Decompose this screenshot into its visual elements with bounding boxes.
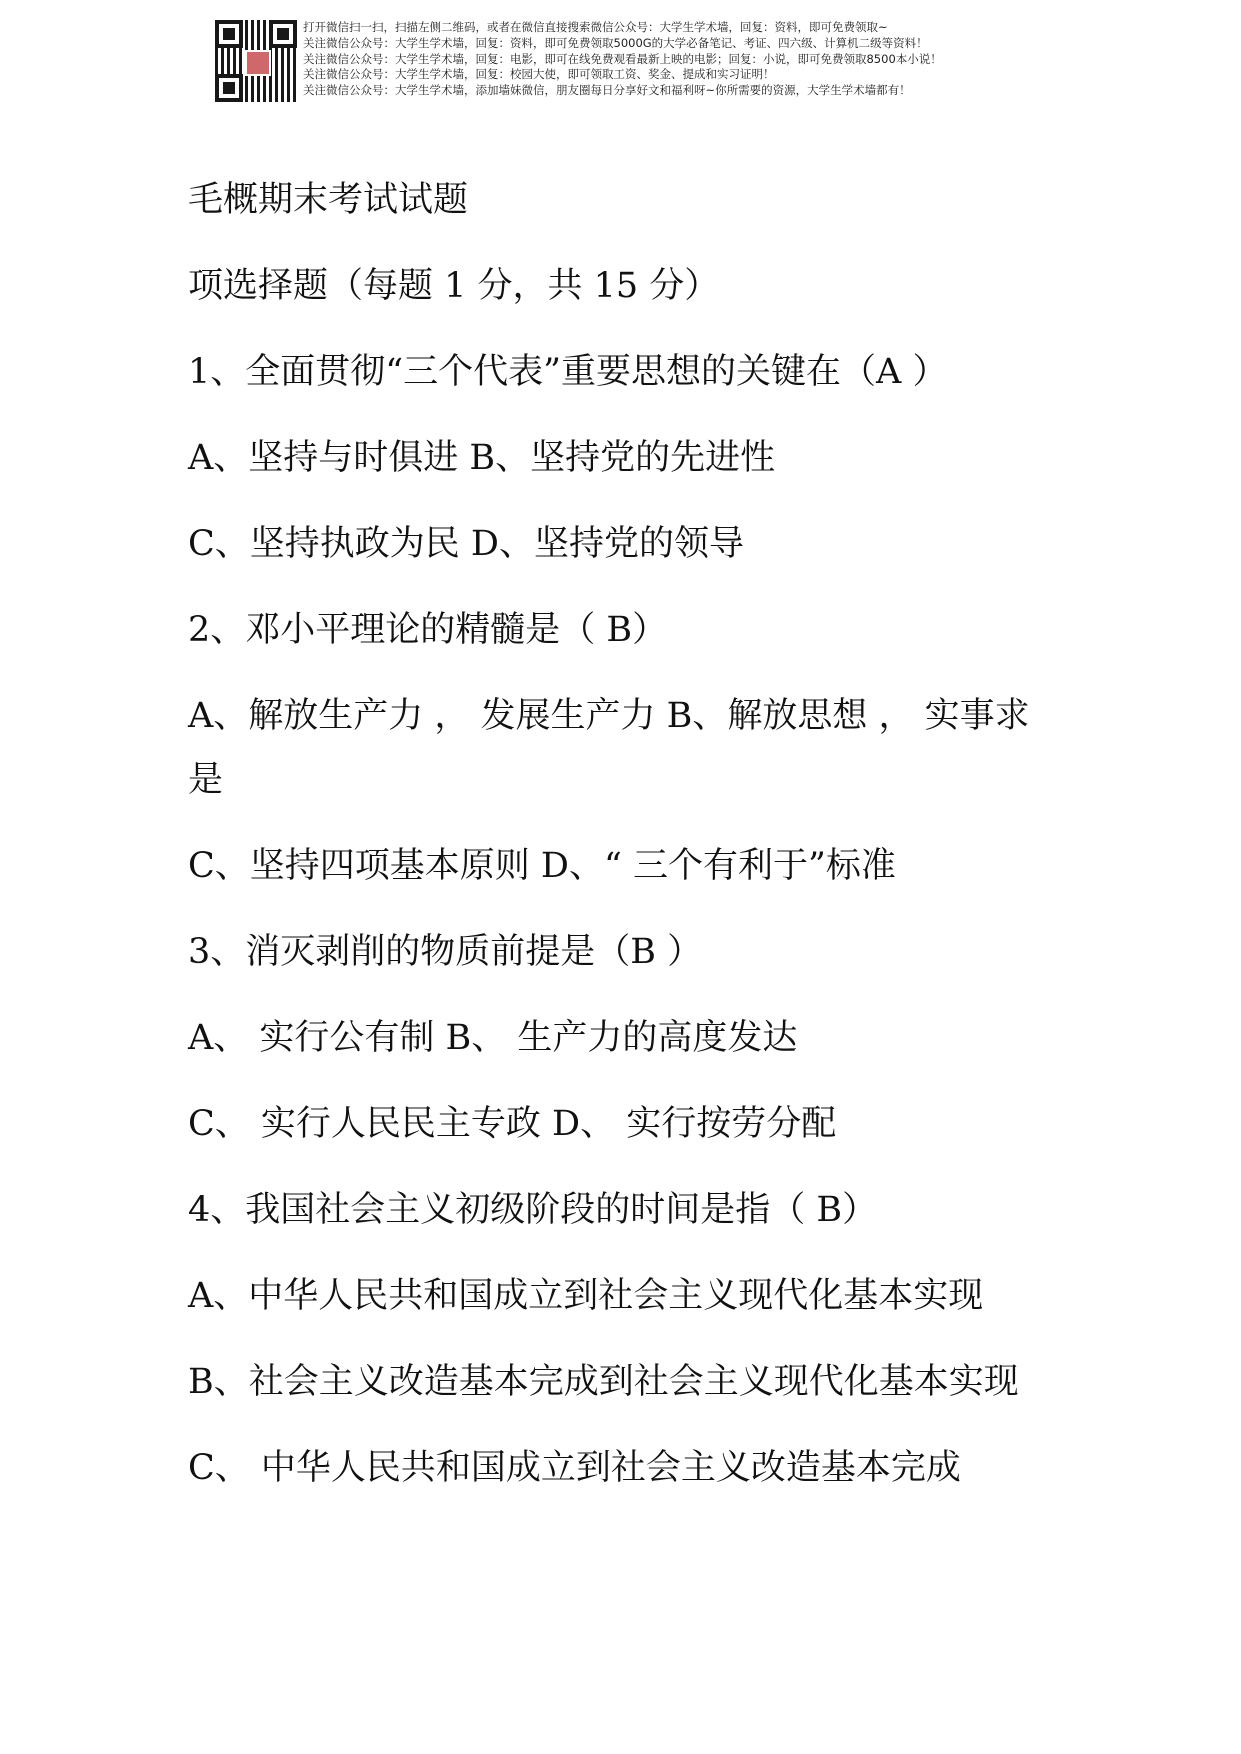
- option-line: C、坚持执政为民 D、坚持党的领导: [188, 524, 744, 564]
- option-line: C、坚持四项基本原则 D、“ 三个有利于”标准: [188, 846, 896, 886]
- option-line: A、解放生产力 ， 发展生产力 B、解放思想 ， 实事求是: [188, 696, 1030, 800]
- qr-finder-icon: [269, 20, 297, 48]
- qr-code-icon: [215, 20, 297, 102]
- section-heading: 项选择题（每题 1 分，共 15 分）: [188, 266, 720, 306]
- question-2: 2、邓小平理论的精髓是（ B）: [188, 610, 668, 650]
- banner-text: [303, 20, 942, 99]
- option-line: C、 中华人民共和国成立到社会主义改造基本完成: [188, 1448, 961, 1488]
- banner-line: 关注微信公众号：大学生学术墙，添加墙妹微信，朋友圈每日分享好文和福利呀~你所需要的资源，大学生学术墙都有！: [303, 83, 911, 98]
- document-title: 毛概期末考试试题: [188, 180, 469, 220]
- qr-finder-icon: [215, 20, 243, 48]
- banner-line: 关注微信公众号：大学生学术墙，回复：校园大使，即可领取工资、奖金、提成和实习证明！: [303, 67, 775, 82]
- promo-banner: [215, 20, 942, 102]
- option-line: A、 实行公有制 B、 生产力的高度发达: [188, 1018, 798, 1058]
- option-line: A、中华人民共和国成立到社会主义现代化基本实现: [188, 1276, 984, 1316]
- option-line: A、坚持与时俱进 B、坚持党的先进性: [188, 438, 776, 478]
- question-4: 4、我国社会主义初级阶段的时间是指（ B）: [188, 1190, 878, 1230]
- document-body: [188, 168, 1048, 1522]
- option-line: C、 实行人民民主专政 D、 实行按劳分配: [188, 1104, 837, 1144]
- qr-logo-icon: [245, 50, 271, 76]
- option-line: B、社会主义改造基本完成到社会主义现代化基本实现: [188, 1362, 1019, 1402]
- banner-line: 关注微信公众号：大学生学术墙，回复：电影，即可在线免费观看最新上映的电影；回复：小说，即可免费领取8500本小说！: [303, 51, 942, 66]
- question-1: 1、全面贯彻“三个代表”重要思想的关键在（A ）: [188, 352, 948, 392]
- qr-finder-icon: [215, 74, 243, 102]
- question-3: 3、消灭剥削的物质前提是（B ）: [188, 932, 703, 972]
- banner-line: 关注微信公众号：大学生学术墙，回复：资料，即可免费领取5000G的大学必备笔记、考证、四六级、计算机二级等资料！: [303, 35, 928, 50]
- banner-line: 打开微信扫一扫，扫描左侧二维码，或者在微信直接搜索微信公众号：大学生学术墙，回复：资料，即可免费领取~: [303, 20, 888, 34]
